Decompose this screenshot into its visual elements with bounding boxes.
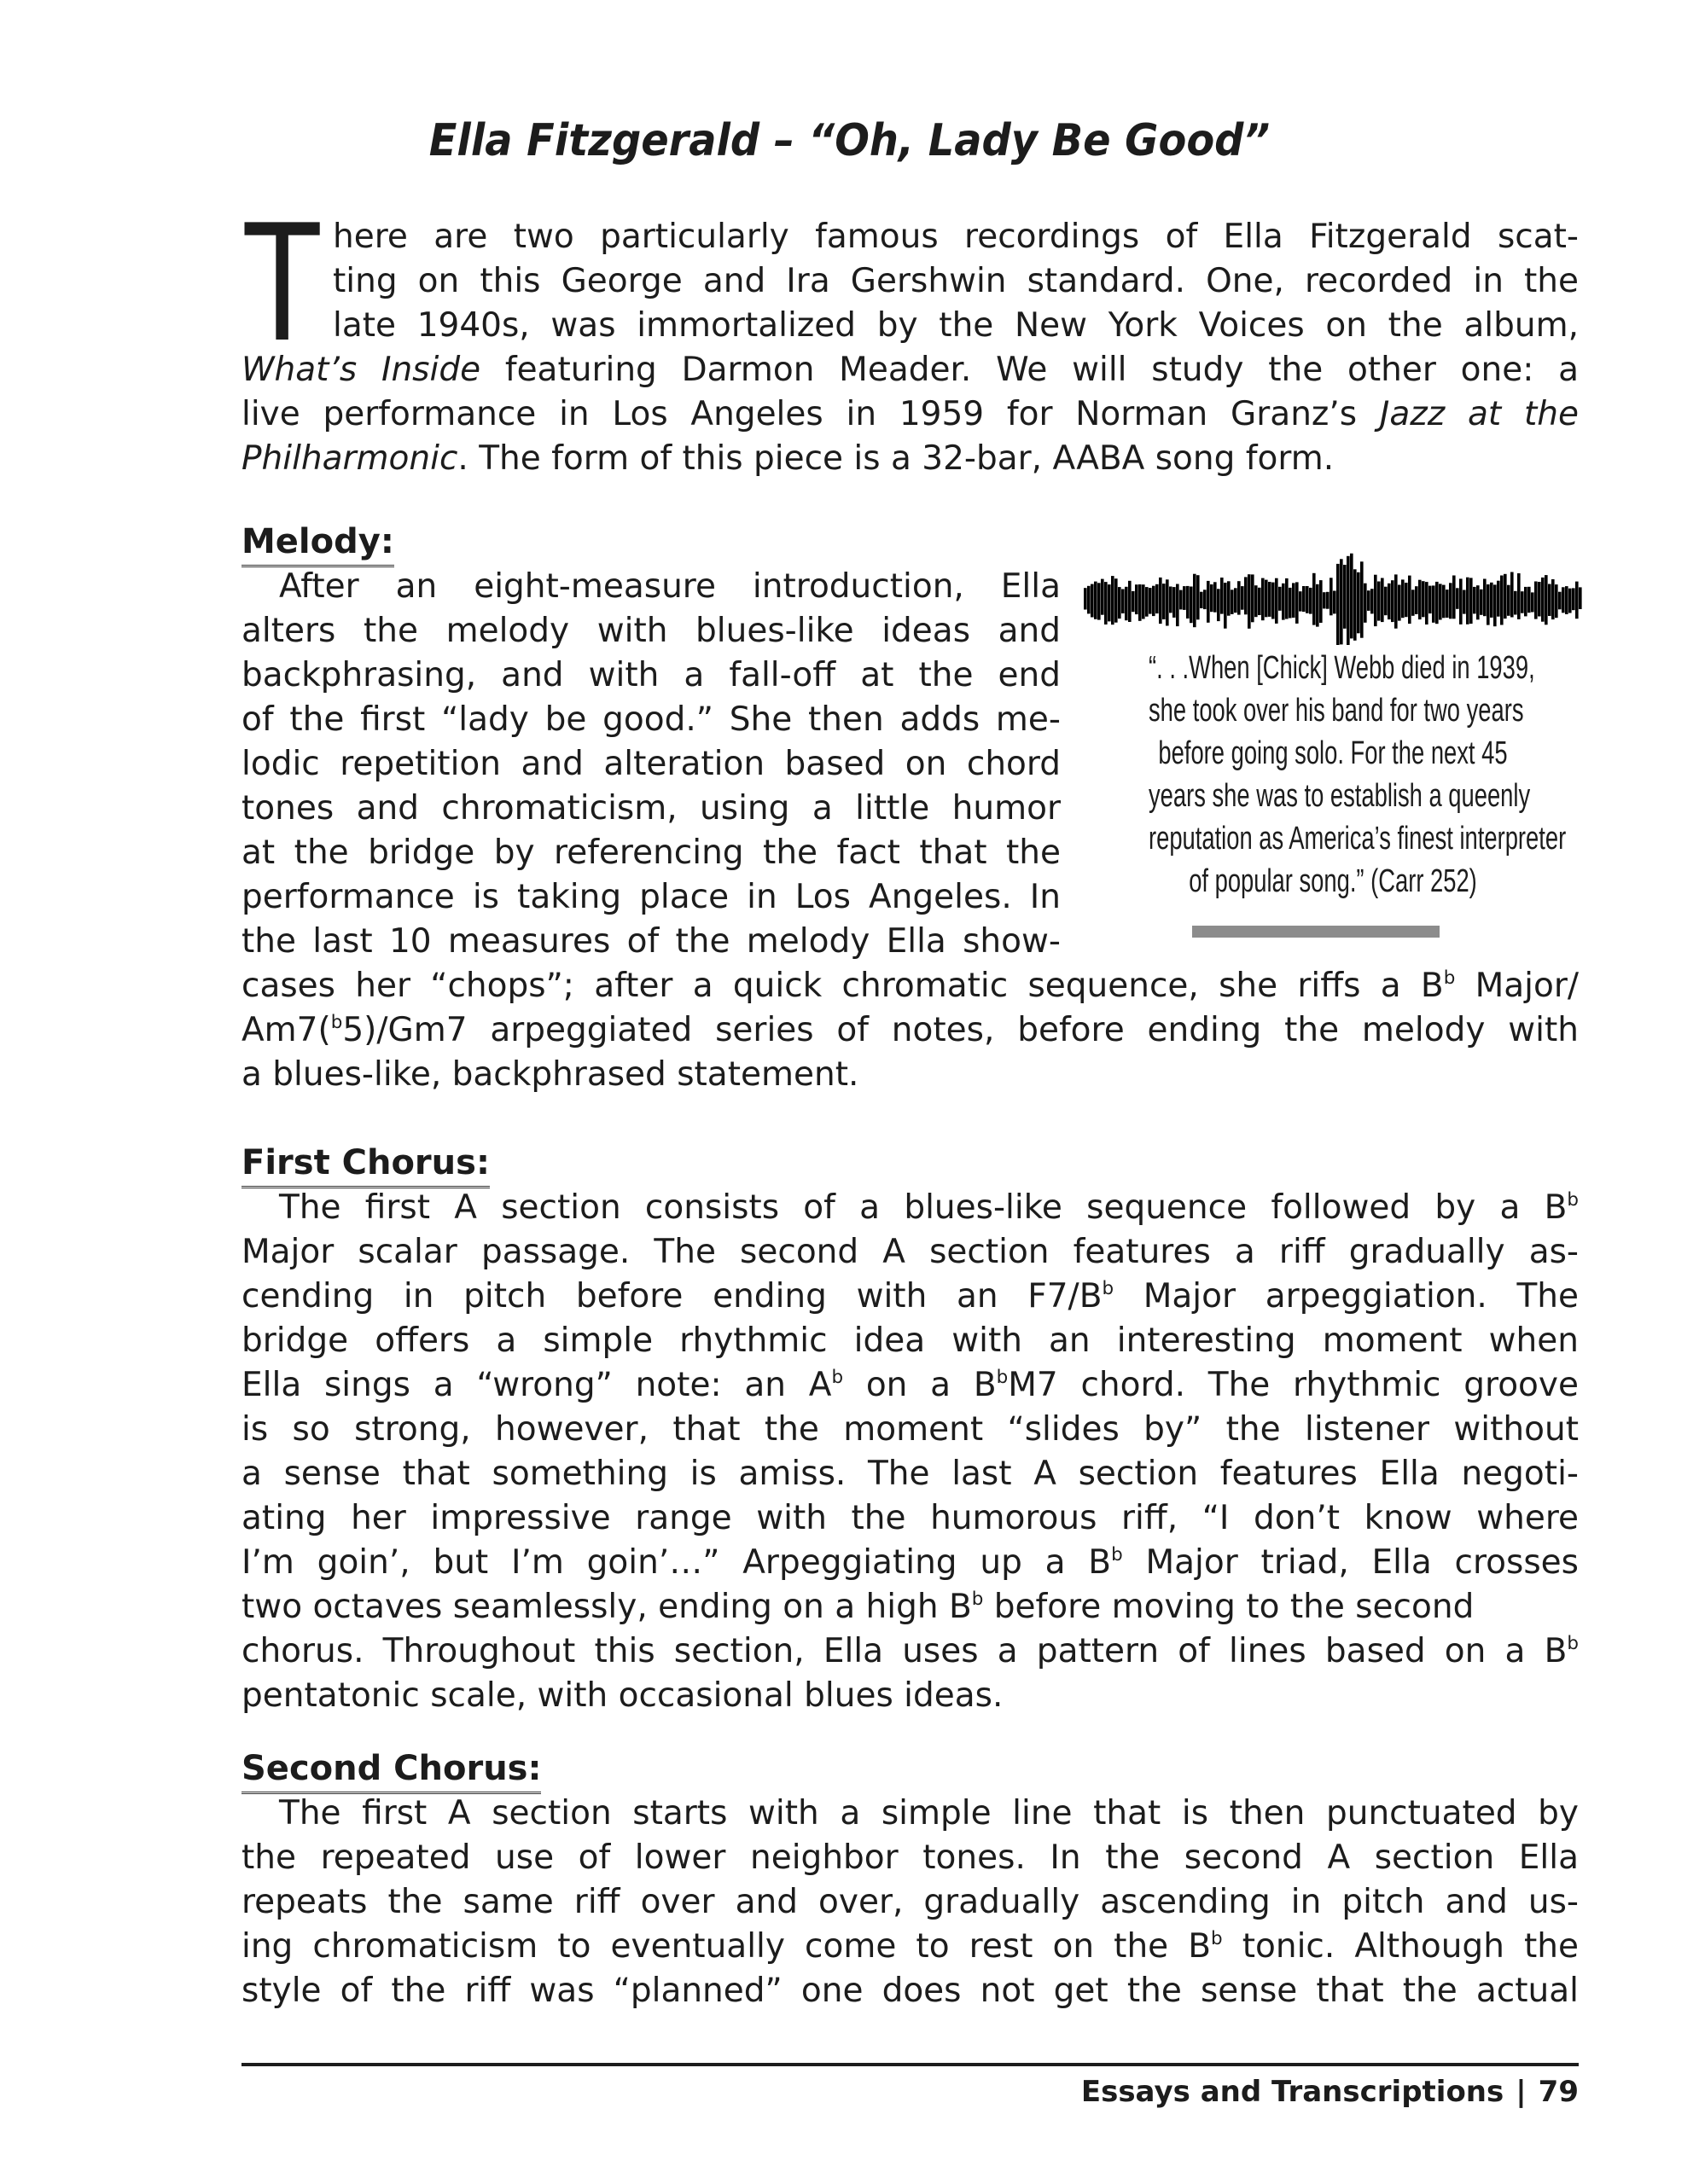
waveform-bar <box>1295 582 1299 624</box>
waveform-bar <box>1097 583 1101 619</box>
flat-sign: b <box>831 1367 844 1388</box>
waveform-bar <box>1405 583 1408 617</box>
waveform-bar <box>1135 584 1138 614</box>
waveform-bar <box>1138 584 1142 621</box>
series-title: Jazz at the <box>1379 395 1579 433</box>
text-span: chorus. Throughout this section, Ella uses a pattern of lines based on a B <box>241 1632 1568 1670</box>
waveform-bar <box>1203 590 1207 609</box>
waveform-bar <box>1432 585 1435 622</box>
waveform-bar <box>1282 584 1285 620</box>
section-heading-first-chorus: First Chorus: <box>241 1143 490 1188</box>
text-line: performance is taking place in Los Angeles. In <box>241 878 1061 916</box>
waveform-bar <box>1244 577 1248 614</box>
text-line: repeats the same riff over and over, gradually ascending in pitch and us- <box>241 1883 1579 1921</box>
waveform-bar <box>1292 583 1295 618</box>
waveform-bar <box>1398 585 1401 621</box>
waveform-bar <box>1251 574 1254 622</box>
text-line: ating her impressive range with the humorous riff, “I don’t know where <box>241 1499 1579 1537</box>
pull-quote-text <box>1149 647 1567 903</box>
section-heading-melody: Melody: <box>241 522 394 567</box>
waveform-bar <box>1278 587 1282 611</box>
waveform-bar <box>1418 580 1422 619</box>
waveform-bar <box>1227 581 1231 615</box>
text-line: pentatonic scale, with occasional blues ideas. <box>241 1676 1004 1715</box>
waveform-bar <box>1169 587 1172 613</box>
flat-sign: b <box>1567 1633 1579 1654</box>
waveform-bar <box>1087 586 1091 614</box>
waveform-bar <box>1367 590 1370 611</box>
waveform-bar <box>1452 576 1456 619</box>
waveform-bar <box>1483 579 1487 617</box>
quote-underline-bar <box>1192 926 1440 938</box>
text-line: style of the riff was “planned” one does not get the sense that the actual <box>241 1972 1579 2010</box>
waveform-bar <box>1336 564 1340 645</box>
melody-paragraph-wrap <box>241 565 1061 964</box>
waveform-bar <box>1166 579 1169 625</box>
waveform-bar <box>1350 554 1353 639</box>
waveform-bar <box>1101 579 1104 615</box>
waveform-bar <box>1504 574 1507 619</box>
text-line <box>241 1585 1579 1629</box>
first-chorus-paragraph <box>241 1186 1579 1718</box>
waveform-bar <box>1220 578 1224 614</box>
waveform-bar <box>1172 587 1176 618</box>
waveform-bar <box>1196 575 1200 619</box>
text-line: of the first “lady be good.” She then adds me- <box>241 700 1061 739</box>
waveform-bar <box>1152 586 1155 616</box>
waveform-bar <box>1562 587 1565 613</box>
text-span: 5)/Gm7 arpeggiated series of notes, before ending the melody with <box>342 1011 1579 1049</box>
waveform-bar <box>1258 588 1261 615</box>
waveform-bar <box>1306 586 1309 613</box>
waveform-bar <box>1353 569 1357 641</box>
text-line: ting on this George and Ira Gershwin standard. One, recorded in the <box>333 262 1579 300</box>
waveform-bar <box>1312 573 1316 625</box>
waveform-bar <box>1408 576 1411 624</box>
waveform-bar <box>1446 590 1449 618</box>
text-line: Major scalar passage. The second A section features a riff gradually as- <box>241 1233 1579 1271</box>
text-line: backphrasing, and with a fall-off at the end <box>241 656 1061 694</box>
waveform-bar <box>1364 584 1367 623</box>
waveform-bar <box>1514 591 1517 615</box>
quote-line: years she was to establish a queenly <box>1149 778 1531 814</box>
melody-paragraph-full <box>241 964 1579 1097</box>
waveform-bar <box>1442 585 1446 619</box>
waveform-bar <box>1541 578 1545 622</box>
waveform-bar <box>1428 586 1432 614</box>
waveform-bar <box>1162 584 1166 619</box>
waveform-bar <box>1575 582 1579 619</box>
waveform-bar <box>1360 561 1364 637</box>
waveform-bar <box>1490 583 1493 618</box>
text-line: is so strong, however, that the moment “slides by” the listener without <box>241 1410 1579 1449</box>
text-line: a sense that something is amiss. The last A section features Ella negoti- <box>241 1455 1579 1493</box>
page-footer <box>1081 2073 1579 2111</box>
flat-sign: b <box>996 1367 1009 1388</box>
text-span: before moving to the second <box>983 1588 1475 1626</box>
quote-line: before going solo. For the next 45 <box>1158 735 1508 771</box>
waveform-bar <box>1145 587 1149 617</box>
waveform-bar <box>1517 573 1521 619</box>
page-title: Ella Fitzgerald – “Oh, Lady Be Good” <box>428 115 1271 166</box>
text-line <box>241 1363 1579 1408</box>
waveform-bar <box>1118 587 1121 619</box>
text-line: late 1940s, was immortalized by the New York Voices on the album, <box>333 306 1579 345</box>
waveform-bar <box>1108 584 1111 621</box>
text-line: alters the melody with blues-like ideas and <box>241 612 1061 650</box>
text-span: Am7( <box>241 1011 331 1049</box>
waveform-bar <box>1473 587 1476 614</box>
text-span: tonic. Although the <box>1222 1927 1579 1966</box>
text-line: After an eight-measure introduction, Ella <box>279 567 1061 606</box>
text-span: Major triad, Ella crosses <box>1122 1543 1579 1582</box>
waveform-bar <box>1459 578 1463 624</box>
text-line: a blues-like, backphrased statement. <box>241 1055 859 1094</box>
text-span: on a B <box>843 1366 997 1404</box>
text-span: Major/ <box>1455 967 1579 1005</box>
intro-paragraph-top <box>333 215 1579 348</box>
waveform-bar <box>1302 586 1306 612</box>
text-span: The first A section consists of a blues-like sequence followed by a B <box>279 1188 1568 1227</box>
waveform-bar <box>1121 590 1125 614</box>
quote-line: of popular song.” (Carr 252) <box>1189 863 1477 899</box>
waveform-bar <box>1521 591 1524 613</box>
waveform-bar <box>1374 575 1377 626</box>
flat-sign: b <box>971 1589 984 1610</box>
waveform-bar <box>1159 578 1162 624</box>
text-line: tones and chromaticism, using a little humor <box>241 789 1061 828</box>
waveform-bar <box>1155 584 1159 613</box>
waveform-bar <box>1493 584 1497 626</box>
flat-sign: b <box>1111 1544 1123 1565</box>
section-heading-second-chorus: Second Chorus: <box>241 1749 541 1794</box>
waveform-bar <box>1343 565 1347 629</box>
waveform-bar <box>1176 584 1179 627</box>
page-number: 79 <box>1538 2075 1579 2109</box>
waveform-bar <box>1463 590 1466 614</box>
flat-sign: b <box>1102 1278 1114 1299</box>
text-line <box>241 392 1579 437</box>
text-span: cending in pitch before ending with an F7/B <box>241 1277 1103 1316</box>
waveform-bar <box>1271 583 1275 619</box>
footer-section-title: Essays and Transcriptions <box>1080 2075 1504 2109</box>
text-span: ing chromaticism to eventually come to rest on the B <box>241 1927 1212 1966</box>
waveform-bar <box>1330 578 1333 615</box>
waveform-bar <box>1394 574 1398 628</box>
waveform-bar <box>1319 580 1323 623</box>
waveform-bar <box>1309 588 1312 614</box>
second-chorus-paragraph <box>241 1792 1579 2013</box>
waveform-bar <box>1422 581 1425 617</box>
text-line <box>241 1541 1579 1585</box>
waveform-bar <box>1391 580 1394 622</box>
waveform-bar <box>1128 581 1132 622</box>
waveform-bar <box>1439 584 1442 619</box>
text-line: The first A section starts with a simple line that is then punctuated by <box>279 1794 1579 1833</box>
waveform-bar <box>1207 581 1210 623</box>
waveform-bar <box>1497 581 1500 617</box>
waveform-bar <box>1388 584 1391 619</box>
flat-sign: b <box>1443 967 1456 989</box>
waveform-bar <box>1084 588 1087 609</box>
waveform-bar <box>1466 578 1469 624</box>
waveform-bar <box>1186 586 1190 619</box>
pull-quote <box>1077 546 1589 947</box>
waveform-bar <box>1299 591 1302 611</box>
waveform-bar <box>1456 588 1459 609</box>
waveform-bar <box>1333 591 1336 614</box>
waveform-bar <box>1381 578 1384 623</box>
waveform-bar <box>1237 581 1241 614</box>
waveform-bar <box>1248 574 1251 629</box>
quote-line: she took over his band for two years <box>1149 693 1524 729</box>
text-span: M7 chord. The rhythmic groove <box>1008 1366 1579 1404</box>
waveform-bar <box>1142 584 1145 619</box>
text-span: Major arpeggiation. The <box>1114 1277 1579 1316</box>
waveform-bar <box>1524 587 1527 617</box>
waveform-bar <box>1558 592 1562 610</box>
quote-line: “. . .When [Chick] Webb died in 1939, <box>1149 650 1535 686</box>
waveform-bar <box>1231 590 1234 614</box>
waveform-bar <box>1565 586 1568 614</box>
text-line <box>241 1925 1579 1969</box>
waveform-bar <box>1531 592 1534 612</box>
text-line <box>241 1008 1579 1053</box>
text-span: Ella sings a “wrong” note: an A <box>241 1366 832 1404</box>
waveform-bar <box>1210 584 1213 612</box>
waveform-bar <box>1357 572 1360 634</box>
text-span: I’m goin’, but I’m goin’…” Arpeggiating up a B <box>241 1543 1112 1582</box>
waveform-bar <box>1268 582 1271 617</box>
waveform-bar <box>1111 576 1114 624</box>
waveform-bar <box>1568 589 1572 613</box>
waveform-bar <box>1104 582 1108 624</box>
text-line: lodic repetition and alteration based on chord <box>241 745 1061 783</box>
waveform-bar <box>1275 578 1278 624</box>
waveform-bar <box>1265 580 1268 618</box>
waveform-bar <box>1289 588 1292 619</box>
waveform-bar <box>1183 586 1186 610</box>
text-line <box>241 1629 1579 1674</box>
waveform-bar <box>1241 586 1244 610</box>
waveform-bar <box>1534 582 1538 619</box>
waveform-bar <box>1114 578 1118 623</box>
waveform-bar <box>1548 584 1551 617</box>
waveform-bar <box>1480 590 1483 615</box>
waveform-bar <box>1254 585 1258 617</box>
waveform-bar <box>1401 579 1405 618</box>
text-span: live performance in Los Angeles in 1959 for Norman Granz’s <box>241 395 1380 433</box>
waveform-bar <box>1326 592 1330 609</box>
footer-separator: | <box>1516 2075 1527 2109</box>
text-line: at the bridge by referencing the fact that the <box>241 834 1061 872</box>
text-line <box>241 1186 1579 1230</box>
waveform-bar <box>1193 574 1196 628</box>
series-title-cont: Philharmonic <box>241 439 458 478</box>
text-line: the last 10 measures of the melody Ella show- <box>241 922 1061 961</box>
waveform-bar <box>1125 587 1128 620</box>
text-line <box>241 964 1579 1008</box>
waveform-bar <box>1435 582 1439 624</box>
waveform-bar <box>1487 584 1490 625</box>
waveform-bar <box>1091 584 1094 618</box>
waveform-bar <box>1190 587 1193 624</box>
waveform-bar <box>1370 589 1374 613</box>
text-span: featuring Darmon Meader. We will study the other one: a <box>480 351 1579 389</box>
waveform-bar <box>1377 582 1381 621</box>
waveform-bar <box>1234 588 1237 613</box>
waveform-bar <box>1285 578 1289 619</box>
flat-sign: b <box>330 1012 343 1033</box>
text-span: two octaves seamlessly, ending on a high B <box>241 1588 972 1626</box>
text-span: cases her “chops”; after a quick chromatic sequence, she riffs a B <box>241 967 1444 1005</box>
waveform-bar <box>1149 588 1152 614</box>
waveform-bar <box>1213 582 1217 612</box>
waveform-bar <box>1179 590 1183 610</box>
quote-line: reputation as America’s finest interpreter <box>1149 821 1567 857</box>
text-line <box>241 437 1579 481</box>
waveform-bar <box>1415 586 1418 614</box>
waveform-bar <box>1384 587 1388 616</box>
waveform-bar <box>1476 585 1480 619</box>
waveform-bar <box>1538 582 1541 617</box>
waveform-bar <box>1545 575 1548 624</box>
text-line <box>241 1275 1579 1319</box>
flat-sign: b <box>1567 1189 1579 1211</box>
text-line <box>241 348 1579 392</box>
waveform-bar <box>1555 584 1558 618</box>
album-title: What’s Inside <box>241 351 481 389</box>
waveform-bar <box>1316 584 1319 627</box>
waveform-bar <box>1224 583 1227 629</box>
text-line: bridge offers a simple rhythmic idea with an interesting moment when <box>241 1321 1579 1360</box>
waveform-icon <box>1084 551 1582 645</box>
drop-cap: T <box>241 186 323 376</box>
flat-sign: b <box>1211 1928 1223 1949</box>
waveform-bar <box>1411 590 1415 616</box>
text-line: here are two particularly famous recordings of Ella Fitzgerald scat- <box>333 218 1579 256</box>
waveform-bar <box>1527 587 1531 613</box>
waveform-bar <box>1132 591 1135 612</box>
waveform-bar <box>1579 587 1582 609</box>
waveform-bar <box>1510 572 1514 618</box>
waveform-bar <box>1340 559 1343 644</box>
waveform-bar <box>1551 579 1555 619</box>
waveform-bar <box>1217 589 1220 621</box>
waveform-bar <box>1347 556 1350 645</box>
waveform-bar <box>1449 583 1452 619</box>
text-span: . The form of this piece is a 32-bar, AABA song form. <box>457 439 1335 478</box>
waveform-bar <box>1200 592 1203 608</box>
waveform-bar <box>1500 576 1504 625</box>
waveform-bar <box>1469 578 1473 624</box>
waveform-bar <box>1507 585 1510 616</box>
waveform-bar <box>1572 588 1575 610</box>
intro-paragraph <box>241 348 1579 481</box>
waveform-bar <box>1261 578 1265 621</box>
waveform-bar <box>1425 582 1428 624</box>
waveform-bar <box>1323 592 1326 608</box>
text-line: the repeated use of lower neighbor tones. In the second A section Ella <box>241 1838 1579 1877</box>
waveform-bar <box>1094 582 1097 619</box>
footer-rule <box>241 2063 1579 2066</box>
